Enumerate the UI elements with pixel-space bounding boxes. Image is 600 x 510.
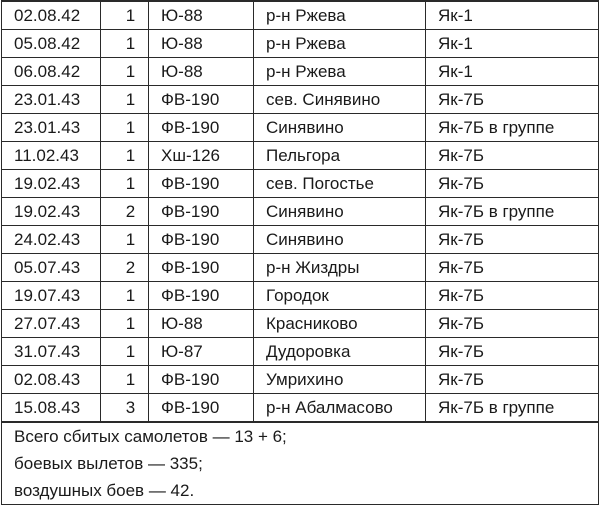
enemy-aircraft-cell: Ю-88	[149, 1, 254, 30]
own-aircraft-cell: Як-7Б в группе	[426, 394, 599, 423]
summary-cell	[2, 422, 599, 505]
enemy-aircraft-cell: ФВ-190	[149, 114, 254, 142]
location-cell: Городок	[254, 282, 426, 310]
table-row	[2, 170, 599, 198]
own-aircraft-cell: Як-1	[426, 1, 599, 30]
count-cell: 1	[101, 114, 149, 142]
date-cell: 23.01.43	[2, 114, 101, 142]
table-row	[2, 114, 599, 142]
location-cell: сев. Погостье	[254, 170, 426, 198]
location-cell: Синявино	[254, 114, 426, 142]
table-row	[2, 366, 599, 394]
date-cell: 23.01.43	[2, 86, 101, 114]
count-cell: 2	[101, 254, 149, 282]
own-aircraft-cell: Як-7Б	[426, 338, 599, 366]
table-row	[2, 254, 599, 282]
own-aircraft-cell: Як-7Б	[426, 282, 599, 310]
count-cell: 1	[101, 86, 149, 114]
own-aircraft-cell: Як-7Б	[426, 226, 599, 254]
location-cell: р-н Ржева	[254, 1, 426, 30]
date-cell: 06.08.42	[2, 58, 101, 86]
table-row	[2, 198, 599, 226]
own-aircraft-cell: Як-7Б в группе	[426, 114, 599, 142]
count-cell: 3	[101, 394, 149, 423]
own-aircraft-cell: Як-7Б	[426, 310, 599, 338]
table-row	[2, 338, 599, 366]
location-cell: р-н Ржева	[254, 30, 426, 58]
table-row	[2, 86, 599, 114]
own-aircraft-cell: Як-7Б	[426, 86, 599, 114]
own-aircraft-cell: Як-7Б	[426, 170, 599, 198]
date-cell: 02.08.43	[2, 366, 101, 394]
date-cell: 11.02.43	[2, 142, 101, 170]
air-battles-text: воздушных боев — 42.	[14, 481, 195, 500]
count-cell: 1	[101, 142, 149, 170]
summary-row	[2, 422, 599, 505]
table-row	[2, 58, 599, 86]
combat-sorties-text: боевых вылетов — 335;	[14, 454, 203, 473]
location-cell: Пельгора	[254, 142, 426, 170]
count-cell: 1	[101, 310, 149, 338]
enemy-aircraft-cell: ФВ-190	[149, 254, 254, 282]
date-cell: 31.07.43	[2, 338, 101, 366]
enemy-aircraft-cell: ФВ-190	[149, 282, 254, 310]
table-row	[2, 226, 599, 254]
count-cell: 1	[101, 338, 149, 366]
own-aircraft-cell: Як-7Б в группе	[426, 198, 599, 226]
date-cell: 19.02.43	[2, 198, 101, 226]
own-aircraft-cell: Як-7Б	[426, 254, 599, 282]
location-cell: сев. Синявино	[254, 86, 426, 114]
date-cell: 24.02.43	[2, 226, 101, 254]
enemy-aircraft-cell: ФВ-190	[149, 366, 254, 394]
enemy-aircraft-cell: Ю-87	[149, 338, 254, 366]
location-cell: р-н Абалмасово	[254, 394, 426, 423]
enemy-aircraft-cell: Хш-126	[149, 142, 254, 170]
date-cell: 05.08.42	[2, 30, 101, 58]
own-aircraft-cell: Як-7Б	[426, 142, 599, 170]
table-row	[2, 30, 599, 58]
own-aircraft-cell: Як-1	[426, 58, 599, 86]
location-cell: Красниково	[254, 310, 426, 338]
table-body	[2, 1, 599, 422]
count-cell: 2	[101, 198, 149, 226]
count-cell: 1	[101, 170, 149, 198]
enemy-aircraft-cell: ФВ-190	[149, 170, 254, 198]
count-cell: 1	[101, 58, 149, 86]
enemy-aircraft-cell: Ю-88	[149, 58, 254, 86]
date-cell: 15.08.43	[2, 394, 101, 423]
table-row	[2, 142, 599, 170]
location-cell: Синявино	[254, 198, 426, 226]
table-row	[2, 1, 599, 30]
count-cell: 1	[101, 30, 149, 58]
date-cell: 27.07.43	[2, 310, 101, 338]
victories-table	[1, 0, 599, 505]
count-cell: 1	[101, 366, 149, 394]
enemy-aircraft-cell: Ю-88	[149, 30, 254, 58]
date-cell: 19.02.43	[2, 170, 101, 198]
table-row	[2, 310, 599, 338]
count-cell: 1	[101, 226, 149, 254]
location-cell: Умрихино	[254, 366, 426, 394]
enemy-aircraft-cell: Ю-88	[149, 310, 254, 338]
date-cell: 02.08.42	[2, 1, 101, 30]
own-aircraft-cell: Як-7Б	[426, 366, 599, 394]
count-cell: 1	[101, 1, 149, 30]
table-row	[2, 394, 599, 423]
date-cell: 05.07.43	[2, 254, 101, 282]
enemy-aircraft-cell: ФВ-190	[149, 198, 254, 226]
enemy-aircraft-cell: ФВ-190	[149, 394, 254, 423]
enemy-aircraft-cell: ФВ-190	[149, 226, 254, 254]
enemy-aircraft-cell: ФВ-190	[149, 86, 254, 114]
table-row	[2, 282, 599, 310]
count-cell: 1	[101, 282, 149, 310]
location-cell: р-н Жиздры	[254, 254, 426, 282]
location-cell: Дудоровка	[254, 338, 426, 366]
own-aircraft-cell: Як-1	[426, 30, 599, 58]
location-cell: Синявино	[254, 226, 426, 254]
total-shot-down-text: Всего сбитых самолетов — 13 + 6;	[14, 427, 287, 446]
location-cell: р-н Ржева	[254, 58, 426, 86]
date-cell: 19.07.43	[2, 282, 101, 310]
